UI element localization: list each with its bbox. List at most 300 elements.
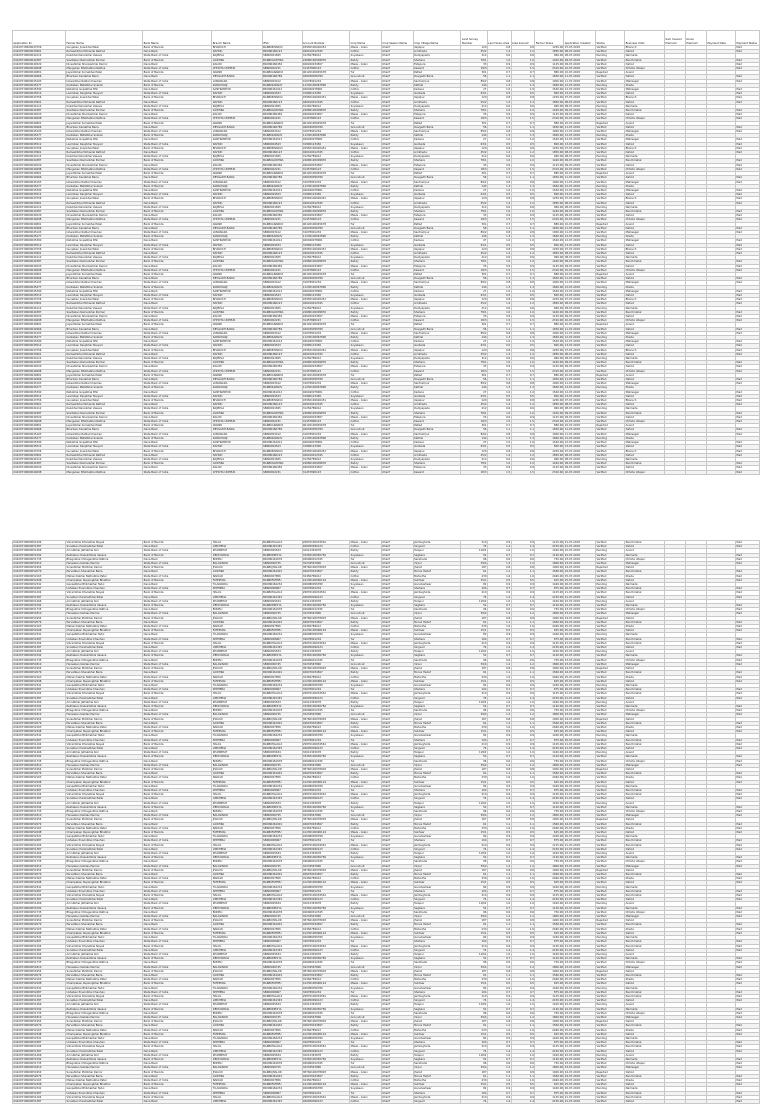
table-cell: 1125.00 bbox=[535, 692, 564, 696]
table-cell: BARB0ANANDX bbox=[262, 373, 302, 377]
table-cell: Narmada bbox=[625, 357, 665, 361]
table-cell: Panchmahal bbox=[625, 58, 665, 62]
table-cell: 78/1 bbox=[461, 310, 487, 314]
table-cell: Kharif bbox=[381, 369, 413, 373]
table-cell: 210 bbox=[461, 944, 487, 948]
table-cell: 1800.00 bbox=[535, 864, 564, 868]
table-cell: 0.8 bbox=[487, 96, 511, 100]
table-cell: 61 bbox=[461, 620, 487, 624]
table-cell: 04220718000051954 bbox=[13, 868, 66, 872]
table-cell: Verified bbox=[596, 62, 625, 66]
table-cell: Ganpatbhai Bhikhabhai Tadvi bbox=[66, 583, 143, 587]
table-cell: Verified bbox=[596, 130, 625, 134]
table-cell: BODELI bbox=[212, 1062, 262, 1066]
table-cell: Cotton bbox=[350, 441, 382, 445]
table-cell: ZALOD bbox=[212, 62, 262, 66]
table-cell: Panchmahal bbox=[625, 570, 665, 574]
table-cell: 1120.00 bbox=[535, 856, 564, 860]
table-cell: Maize - Grain bbox=[350, 982, 382, 986]
table-cell: LIMKHEDA bbox=[212, 746, 262, 750]
table-cell: 120 bbox=[461, 46, 487, 50]
table-cell: 1840.00 bbox=[535, 285, 564, 289]
table-cell: 1.2 bbox=[487, 1015, 511, 1019]
table-cell: 11230100067890 bbox=[302, 83, 350, 87]
table-cell: Pending bbox=[596, 801, 625, 805]
table-cell: 04220718000052298 bbox=[13, 1032, 66, 1036]
table-cell: 04220718000044112 bbox=[13, 256, 66, 260]
table-cell: 04220718000052298 bbox=[13, 1083, 66, 1087]
table-cell: Champaben Rupsingbhai Bhabhor bbox=[66, 881, 143, 885]
table-cell: SBIN0008967 bbox=[262, 1041, 302, 1045]
table-cell: State Bank of India bbox=[143, 864, 212, 868]
table-cell: 0.9 bbox=[487, 784, 511, 788]
table-cell: 187 bbox=[461, 818, 487, 822]
table-cell: 187 bbox=[461, 919, 487, 923]
table-cell: Verified bbox=[596, 873, 625, 877]
table-cell: Kharif bbox=[381, 445, 413, 449]
table-cell: Shehera bbox=[413, 738, 461, 742]
table-cell: Mahudha bbox=[413, 978, 461, 982]
table-cell: 24680100009876 bbox=[302, 58, 350, 62]
table-cell: Kharif bbox=[381, 856, 413, 860]
table-cell: SBIN0007856 bbox=[262, 625, 302, 629]
table-cell: Narmada bbox=[625, 407, 665, 411]
table-cell: Verified bbox=[596, 704, 625, 708]
table-cell: Pending bbox=[596, 83, 625, 87]
table-cell: Savitaben Ramanbhai Parmar bbox=[66, 260, 143, 264]
table-cell: 04220718000052079 bbox=[13, 822, 66, 826]
table-cell: 144 bbox=[461, 184, 487, 188]
table-cell: Verified bbox=[596, 420, 625, 424]
table-cell: Sukhsar bbox=[413, 1032, 461, 1036]
table-cell: 046020034567 bbox=[302, 62, 350, 66]
table-cell: 04220718000051954 bbox=[13, 566, 66, 570]
table-cell: 12-07-2018 bbox=[564, 88, 596, 92]
table-cell: DAHOD bbox=[212, 394, 262, 398]
table-cell: Pending bbox=[596, 184, 625, 188]
table-cell: 0.6 bbox=[511, 961, 535, 965]
table-cell: Paddy bbox=[350, 772, 382, 776]
table-cell: Verified bbox=[596, 709, 625, 713]
table-cell: Dineshbhai Shankarbhai Damor bbox=[66, 315, 143, 319]
table-cell: 21-07-2018 bbox=[564, 696, 596, 700]
table-cell: DAHOD bbox=[212, 352, 262, 356]
table-cell: Pending bbox=[596, 155, 625, 159]
table-cell: Pending bbox=[596, 902, 625, 906]
table-cell: Kharif bbox=[381, 915, 413, 919]
table-cell: Verified bbox=[596, 151, 625, 155]
table-cell: Kharif bbox=[381, 679, 413, 683]
table-cell: 187 bbox=[461, 717, 487, 721]
table-cell: Amrutbhai Jethabhai Koli bbox=[66, 1053, 143, 1057]
table-cell: 21-07-2018 bbox=[564, 1100, 596, 1104]
table-cell: Verified bbox=[596, 138, 625, 142]
table-cell: 04220718000052298 bbox=[13, 831, 66, 835]
table-cell: Narmada bbox=[625, 1087, 665, 1091]
table-cell: 96 bbox=[461, 1062, 487, 1066]
table-cell: 04220718000051810 bbox=[13, 612, 66, 616]
table-cell: Dahod bbox=[625, 365, 665, 369]
table-cell: 046030056789 bbox=[302, 176, 350, 180]
table-cell: 1.3 bbox=[487, 285, 511, 289]
table-cell: Paid bbox=[736, 906, 760, 910]
table-cell: 2460.00 bbox=[535, 1079, 564, 1083]
table-cell: SBIN0004523 bbox=[262, 344, 302, 348]
table-cell: 04220718000052487 bbox=[13, 990, 66, 994]
table-cell: Bhagubhai Chhaganbhai Rathva bbox=[66, 1011, 143, 1015]
table-cell: Paid bbox=[736, 348, 760, 352]
table-cell: Hansaben Kalidas Parmar bbox=[66, 864, 143, 868]
table-cell: 1.4 bbox=[487, 696, 511, 700]
table-cell: Tur bbox=[350, 990, 382, 994]
table-cell: 04220718000051466 bbox=[13, 1003, 66, 1007]
table-cell: SANTRAMPUR bbox=[212, 138, 262, 142]
table-cell: SBIN0003412 bbox=[262, 432, 302, 436]
table-cell: Chhota Udepur bbox=[625, 810, 665, 814]
table-cell: Kalubhai Naranbhai Vasava bbox=[66, 357, 143, 361]
table-cell: 144 bbox=[461, 386, 487, 390]
table-cell: Maize - Grain bbox=[350, 96, 382, 100]
table-cell: Dena Bank bbox=[143, 873, 212, 877]
table-cell: Maize - Grain bbox=[350, 969, 382, 973]
table-cell: 74 bbox=[461, 999, 487, 1003]
table-cell: ZALOD bbox=[212, 214, 262, 218]
table-cell: 12-07-2018 bbox=[564, 340, 596, 344]
table-cell: 1560.00 bbox=[535, 822, 564, 826]
table-cell: 1.6 bbox=[511, 877, 535, 881]
table-cell: 26-07-2018 bbox=[564, 583, 596, 587]
table-cell: 52 bbox=[461, 805, 487, 809]
table-cell: Kharif bbox=[381, 176, 413, 180]
table-cell: 0.9 bbox=[511, 994, 535, 998]
table-cell: Soyabean bbox=[350, 936, 382, 940]
table-cell: 1.5 bbox=[487, 67, 511, 71]
table-cell: 301 bbox=[461, 424, 487, 428]
table-cell: 0.9 bbox=[487, 641, 511, 645]
table-cell: Bharuch bbox=[625, 146, 665, 150]
table-cell: Bank of Baroda bbox=[143, 373, 212, 377]
table-cell: Shehera bbox=[413, 990, 461, 994]
table-cell: BARB0FATEPU bbox=[262, 881, 302, 885]
table-cell: 0.9 bbox=[511, 583, 535, 587]
table-cell: BKDN0462234 bbox=[262, 1036, 302, 1040]
table-cell: Kharif bbox=[381, 1032, 413, 1036]
table-cell: Paid bbox=[736, 420, 760, 424]
table-cell: Soyabean bbox=[350, 805, 382, 809]
table-cell: 0.8 bbox=[487, 767, 511, 771]
table-cell: Rameshbhai Mohanlal Rathod bbox=[66, 100, 143, 104]
table-cell: Kharif bbox=[381, 390, 413, 394]
table-cell: Bank of Baroda bbox=[143, 919, 212, 923]
table-cell: 0.7 bbox=[487, 654, 511, 658]
table-cell: Verified bbox=[596, 415, 625, 419]
table-cell: 2460.00 bbox=[535, 978, 564, 982]
table-cell: Kawant bbox=[413, 319, 461, 323]
table-cell: Dena Bank bbox=[143, 595, 212, 599]
table-cell: Shehera bbox=[413, 839, 461, 843]
table-cell: 39/4 bbox=[461, 915, 487, 919]
table-cell: Chhota Udepur bbox=[625, 910, 665, 914]
table-cell: 29870100034561 bbox=[302, 944, 350, 948]
table-cell: 104 bbox=[461, 1041, 487, 1045]
table-cell: 24-07-2018 bbox=[564, 1070, 596, 1074]
table-cell: 1.2 bbox=[511, 302, 535, 306]
table-cell: 210 bbox=[461, 641, 487, 645]
table-cell: Pending bbox=[596, 583, 625, 587]
table-cell: Maize - Grain bbox=[350, 641, 382, 645]
table-cell: 1.3 bbox=[487, 336, 511, 340]
table-cell: Groundnut bbox=[350, 965, 382, 969]
table-cell: 38760100078903 bbox=[302, 566, 350, 570]
table-cell: Limkheda bbox=[413, 453, 461, 457]
table-cell: 1.4 bbox=[487, 948, 511, 952]
table-cell: Bank of Baroda bbox=[143, 197, 212, 201]
table-cell: BARB0BHARUC bbox=[262, 348, 302, 352]
table-cell: 0.7 bbox=[511, 553, 535, 557]
table-cell: Paid bbox=[736, 839, 760, 843]
table-cell: 118/2 bbox=[461, 1053, 487, 1057]
table-cell: Bank of Baroda bbox=[143, 386, 212, 390]
table-cell: Kalubhai Naranbhai Vasava bbox=[66, 407, 143, 411]
table-cell: Dena Bank bbox=[143, 898, 212, 902]
table-cell: Verified bbox=[596, 608, 625, 612]
table-cell: 04220718000052487 bbox=[13, 738, 66, 742]
table-cell: 212 bbox=[461, 256, 487, 260]
table-cell: 07-07-2018 bbox=[564, 399, 596, 403]
table-cell: SANTRAMPUR bbox=[212, 441, 262, 445]
table-cell: 04220718000052163 bbox=[13, 978, 66, 982]
table-cell: 1120.00 bbox=[535, 704, 564, 708]
table-cell: Garbada bbox=[413, 193, 461, 197]
table-cell: 0.8 bbox=[511, 281, 535, 285]
table-cell: 04220718000045103 bbox=[13, 432, 66, 436]
table-cell: Verified bbox=[596, 1066, 625, 1070]
table-cell: 1.2 bbox=[511, 562, 535, 566]
table-cell: DAHOD bbox=[212, 453, 262, 457]
table-cell: SBIN0003412 bbox=[262, 230, 302, 234]
table-cell: LIMKHEDA bbox=[212, 797, 262, 801]
table-cell: Paddy bbox=[350, 721, 382, 725]
table-cell: 25-07-2018 bbox=[564, 725, 596, 729]
table-cell: 1.2 bbox=[511, 251, 535, 255]
table-cell: 118/2 bbox=[461, 599, 487, 603]
table-cell: 0.9 bbox=[511, 835, 535, 839]
table-cell: HALOL bbox=[212, 591, 262, 595]
table-cell: Cotton bbox=[350, 646, 382, 650]
table-cell: Sukhsar bbox=[413, 629, 461, 633]
table-cell: 31457890123 bbox=[302, 369, 350, 373]
table-cell: 0.6 bbox=[511, 357, 535, 361]
table-cell: GODHRA bbox=[212, 671, 262, 675]
table-cell: State Bank of India bbox=[143, 293, 212, 297]
table-cell: SBIN0005634 bbox=[262, 801, 302, 805]
table-cell: 1000.00 bbox=[535, 331, 564, 335]
table-cell: Dahod bbox=[625, 566, 665, 570]
table-cell: Verified bbox=[596, 277, 625, 281]
table-cell: Kathlal bbox=[413, 235, 461, 239]
table-cell: Paid bbox=[736, 352, 760, 356]
table-cell: Paid bbox=[736, 92, 760, 96]
table-cell: Anand bbox=[625, 902, 665, 906]
table-cell: 960.00 bbox=[535, 256, 564, 260]
table-cell: 89/2 bbox=[461, 130, 487, 134]
table-cell: RAJPIPLA bbox=[212, 306, 262, 310]
table-cell: Maize - Grain bbox=[350, 1032, 382, 1036]
table-cell: 26-07-2018 bbox=[564, 940, 596, 944]
table-cell: Maize - Grain bbox=[350, 466, 382, 470]
table-cell: Hansaben Kalidas Parmar bbox=[66, 763, 143, 767]
table-cell: 06120100045678 bbox=[302, 172, 350, 176]
table-cell: Santrampur bbox=[413, 180, 461, 184]
table-cell: 0.8 bbox=[511, 146, 535, 150]
table-cell: 18/3 bbox=[461, 67, 487, 71]
table-cell: 12-07-2018 bbox=[564, 239, 596, 243]
table-cell: Natubhai Gopalbhai Bhil bbox=[66, 88, 143, 92]
table-cell: Pending bbox=[596, 835, 625, 839]
table-cell: Paddy bbox=[350, 952, 382, 956]
table-cell: Bank of Baroda bbox=[143, 982, 212, 986]
table-cell: KHAMBHAT bbox=[212, 1053, 262, 1057]
table-cell: 09-07-2018 bbox=[564, 159, 596, 163]
table-cell: 52 bbox=[461, 906, 487, 910]
table-cell: Shehera bbox=[413, 637, 461, 641]
table-cell: Paid bbox=[736, 692, 760, 696]
table-cell: Chhota Udepur bbox=[625, 759, 665, 763]
table-cell: 1420.00 bbox=[535, 1003, 564, 1007]
table-cell: 210 bbox=[461, 894, 487, 898]
table-cell: 09-07-2018 bbox=[564, 209, 596, 213]
table-cell: Kheda bbox=[625, 625, 665, 629]
table-cell: 046080056789 bbox=[302, 633, 350, 637]
table-cell: 118/2 bbox=[461, 751, 487, 755]
table-cell: Rejected bbox=[596, 373, 625, 377]
table-cell: Paddy bbox=[350, 671, 382, 675]
table-cell: 144 bbox=[461, 134, 487, 138]
table-cell: 1420.00 bbox=[535, 310, 564, 314]
table-cell: Paid bbox=[736, 826, 760, 830]
table-cell: 1.3 bbox=[487, 235, 511, 239]
table-cell: 0.9 bbox=[511, 591, 535, 595]
table-cell: 0.6 bbox=[511, 759, 535, 763]
column-header: Land Survey Number bbox=[461, 31, 487, 46]
table-cell: BALASINOR bbox=[212, 1066, 262, 1070]
table-cell bbox=[664, 470, 685, 474]
table-cell: Kheda bbox=[625, 235, 665, 239]
table-cell: DAHOD bbox=[212, 302, 262, 306]
table-cell: KAPADVANJ bbox=[212, 134, 262, 138]
table-cell: 1.4 bbox=[487, 797, 511, 801]
table-cell: Kharif bbox=[381, 1024, 413, 1028]
table-cell: 04220718000043756 bbox=[13, 348, 66, 352]
table-cell: 04220718000052341 bbox=[13, 885, 66, 889]
table-cell: Gunjaben Jivanbhai Patel bbox=[66, 197, 143, 201]
table-cell: 0.7 bbox=[487, 990, 511, 994]
table-cell: Anand bbox=[625, 952, 665, 956]
table-cell: Singvad bbox=[413, 696, 461, 700]
table-cell: Kharif bbox=[381, 1087, 413, 1091]
table-cell: Pending bbox=[596, 650, 625, 654]
table-cell: SBIN0003412 bbox=[262, 79, 302, 83]
table-cell: 1125.00 bbox=[535, 315, 564, 319]
table-cell: 13-07-2018 bbox=[564, 92, 596, 96]
table-cell: Bhagubhai Chhaganbhai Rathva bbox=[66, 709, 143, 713]
table-cell: 32456789012 bbox=[302, 927, 350, 931]
table-cell: BARB0JHALOD bbox=[262, 868, 302, 872]
table-cell: 1.4 bbox=[511, 746, 535, 750]
table-cell: 1.6 bbox=[487, 776, 511, 780]
table-cell: Kharif bbox=[381, 562, 413, 566]
table-cell: 04220718000052341 bbox=[13, 835, 66, 839]
table-cell: Bank of Baroda bbox=[143, 310, 212, 314]
table-cell: Kharif bbox=[381, 193, 413, 197]
table-cell: Mahudha bbox=[413, 1079, 461, 1083]
table-cell: 046060012345 bbox=[302, 608, 350, 612]
table-cell: BHARUCH bbox=[212, 197, 262, 201]
table-cell: Kharif bbox=[381, 662, 413, 666]
table-cell: BKDN0461901 bbox=[262, 1074, 302, 1078]
table-cell: Maize - Grain bbox=[350, 541, 382, 545]
table-cell: 1.0 bbox=[487, 209, 511, 213]
table-cell: 33450100056782 bbox=[302, 654, 350, 658]
table-cell: 78/1 bbox=[461, 260, 487, 264]
table-cell: 04220718000051954 bbox=[13, 667, 66, 671]
table-cell: 1.6 bbox=[511, 927, 535, 931]
table-cell: Kharif bbox=[381, 298, 413, 302]
table-cell: Chhota Udepur bbox=[625, 319, 665, 323]
table-cell: 23-07-2018 bbox=[564, 709, 596, 713]
table-cell: NADIAD bbox=[212, 1079, 262, 1083]
table-cell: 0.6 bbox=[487, 357, 511, 361]
table-cell: Verified bbox=[596, 675, 625, 679]
table-cell: Verified bbox=[596, 612, 625, 616]
table-cell: Paid bbox=[736, 898, 760, 902]
table-cell: 33 bbox=[461, 264, 487, 268]
table-cell: SHEHERA bbox=[212, 788, 262, 792]
table-cell: 04220718000052341 bbox=[13, 734, 66, 738]
table-cell: Ushaben Pravinbhai Chauhan bbox=[66, 990, 143, 994]
table-cell: Kheda bbox=[625, 1028, 665, 1032]
table-cell: Garudeshwar bbox=[413, 583, 461, 587]
table-cell: 0.9 bbox=[511, 885, 535, 889]
table-cell: 04220718000044801 bbox=[13, 172, 66, 176]
table-cell: Paid bbox=[736, 847, 760, 851]
table-cell: BARB0HALOLX bbox=[262, 1045, 302, 1049]
table-cell: 45/2 bbox=[461, 403, 487, 407]
table-cell: Champaben Rupsingbhai Bhabhor bbox=[66, 831, 143, 835]
table-cell: 104 bbox=[461, 990, 487, 994]
table-cell: 26-07-2018 bbox=[564, 1091, 596, 1095]
table-cell: 61 bbox=[461, 1074, 487, 1078]
table-cell: 875.00 bbox=[535, 1091, 564, 1095]
table-cell: 120 bbox=[461, 399, 487, 403]
table-cell: Petlad bbox=[413, 424, 461, 428]
table-cell: BKDN0461012 bbox=[262, 138, 302, 142]
table-row bbox=[13, 470, 760, 474]
table-cell: BARB0KAPADV bbox=[262, 436, 302, 440]
table-cell: 24-07-2018 bbox=[564, 969, 596, 973]
table-cell: 1.4 bbox=[511, 545, 535, 549]
table-cell: 1.1 bbox=[487, 923, 511, 927]
table-cell: Groundnut bbox=[350, 1066, 382, 1070]
table-cell: KHAMBHAT bbox=[212, 852, 262, 856]
table-cell: Parvatiben Shanabhai Baria bbox=[66, 1074, 143, 1078]
table-cell: Dahod bbox=[625, 50, 665, 54]
table-cell: Vikrambhai Dhulabhai Nayak bbox=[66, 541, 143, 545]
table-cell: 0.5 bbox=[511, 92, 535, 96]
table-cell: BKDN0461678 bbox=[262, 557, 302, 561]
table-cell: SBIN0007856 bbox=[262, 574, 302, 578]
table-cell: Pending bbox=[596, 683, 625, 687]
